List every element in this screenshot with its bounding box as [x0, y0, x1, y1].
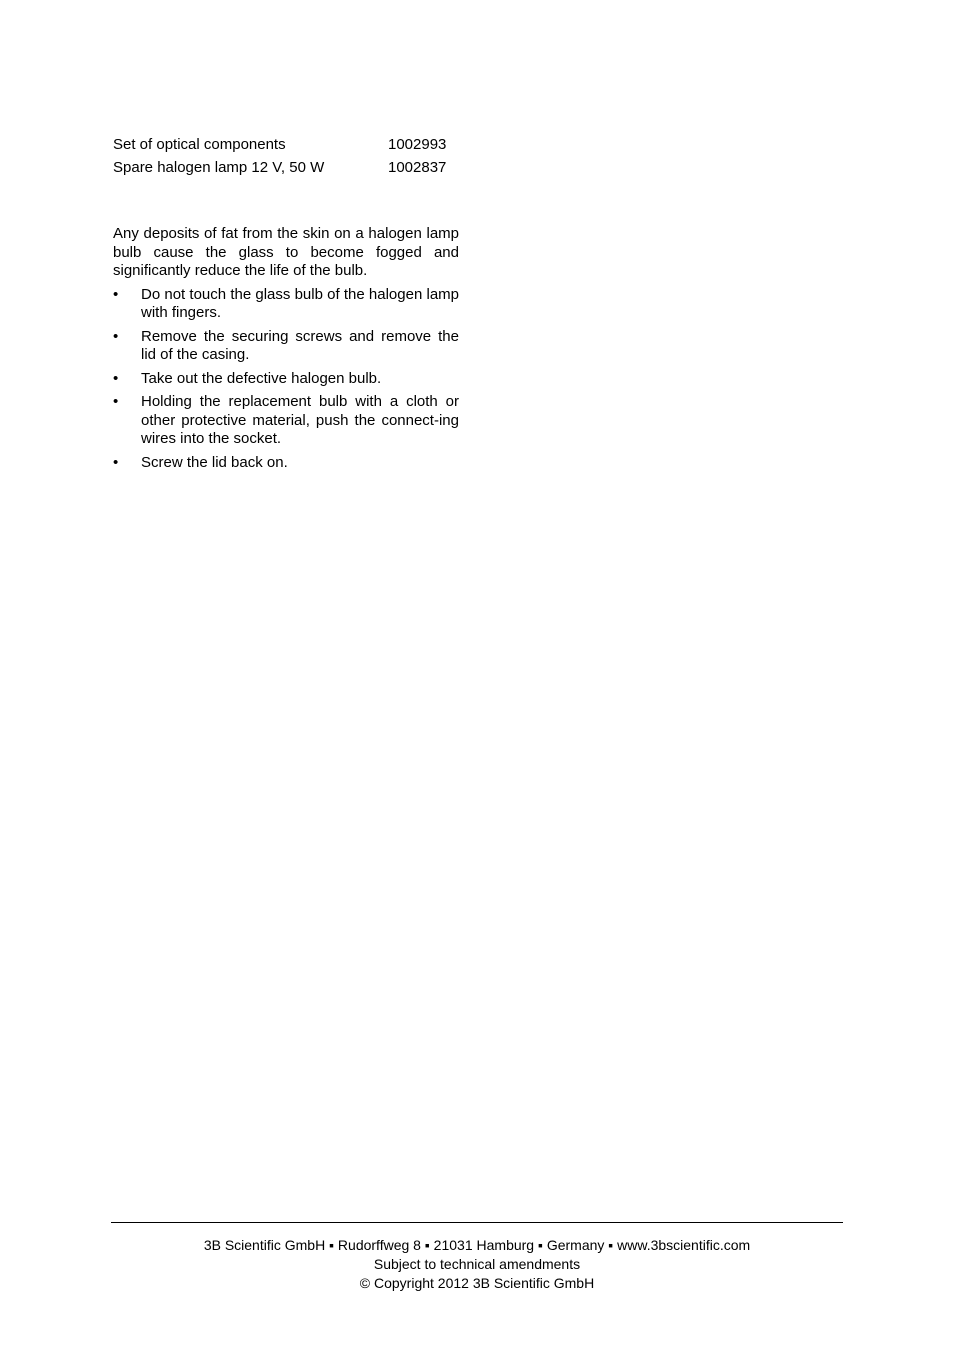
instruction-item [113, 393, 459, 449]
instruction-text: Holding the replacement bulb with a cloth or other protective material, push the connect-ing wires into the socket. [141, 393, 459, 447]
instruction-text: Take out the defective halogen bulb. [141, 369, 382, 387]
bullet-icon: • [113, 369, 119, 387]
footer-divider [111, 1222, 843, 1223]
instruction-item [113, 286, 459, 323]
instruction-list [113, 286, 459, 473]
footer [111, 1236, 843, 1293]
instruction-text: Do not touch the glass bulb of the halogen lamp with fingers. [141, 285, 459, 321]
footer-notice: Subject to technical amendments [373, 1256, 581, 1272]
instruction-text: Remove the securing screws and remove the lid of the casing. [141, 327, 459, 363]
bullet-icon: • [113, 453, 119, 471]
instruction-item [113, 454, 459, 473]
parts-list [113, 135, 459, 181]
bullet-icon: • [113, 327, 119, 345]
intro-paragraph: Any deposits of fat from the skin on a halogen lamp bulb cause the glass to become fogged and significantly reduce the life of the bulb. [113, 225, 459, 279]
part-number: 1002993 [388, 136, 447, 153]
instruction-item [113, 370, 459, 389]
bullet-icon: • [113, 393, 119, 410]
instruction-text: Screw the lid back on. [141, 453, 288, 471]
footer-copyright: © Copyright 2012 3B Scientific GmbH [359, 1275, 595, 1291]
part-row [113, 135, 459, 158]
instruction-item [113, 328, 459, 365]
part-row [113, 158, 459, 181]
part-name: Spare halogen lamp 12 V, 50 W [113, 159, 325, 176]
part-name: Set of optical components [113, 136, 286, 153]
footer-address: 3B Scientific GmbH ▪ Rudorffweg 8 ▪ 21031 Hamburg ▪ Germany ▪ www.3bscientific.com [203, 1237, 751, 1253]
bullet-icon: • [113, 285, 119, 303]
lamp-replacement-section [113, 225, 459, 477]
part-number: 1002837 [388, 159, 447, 176]
